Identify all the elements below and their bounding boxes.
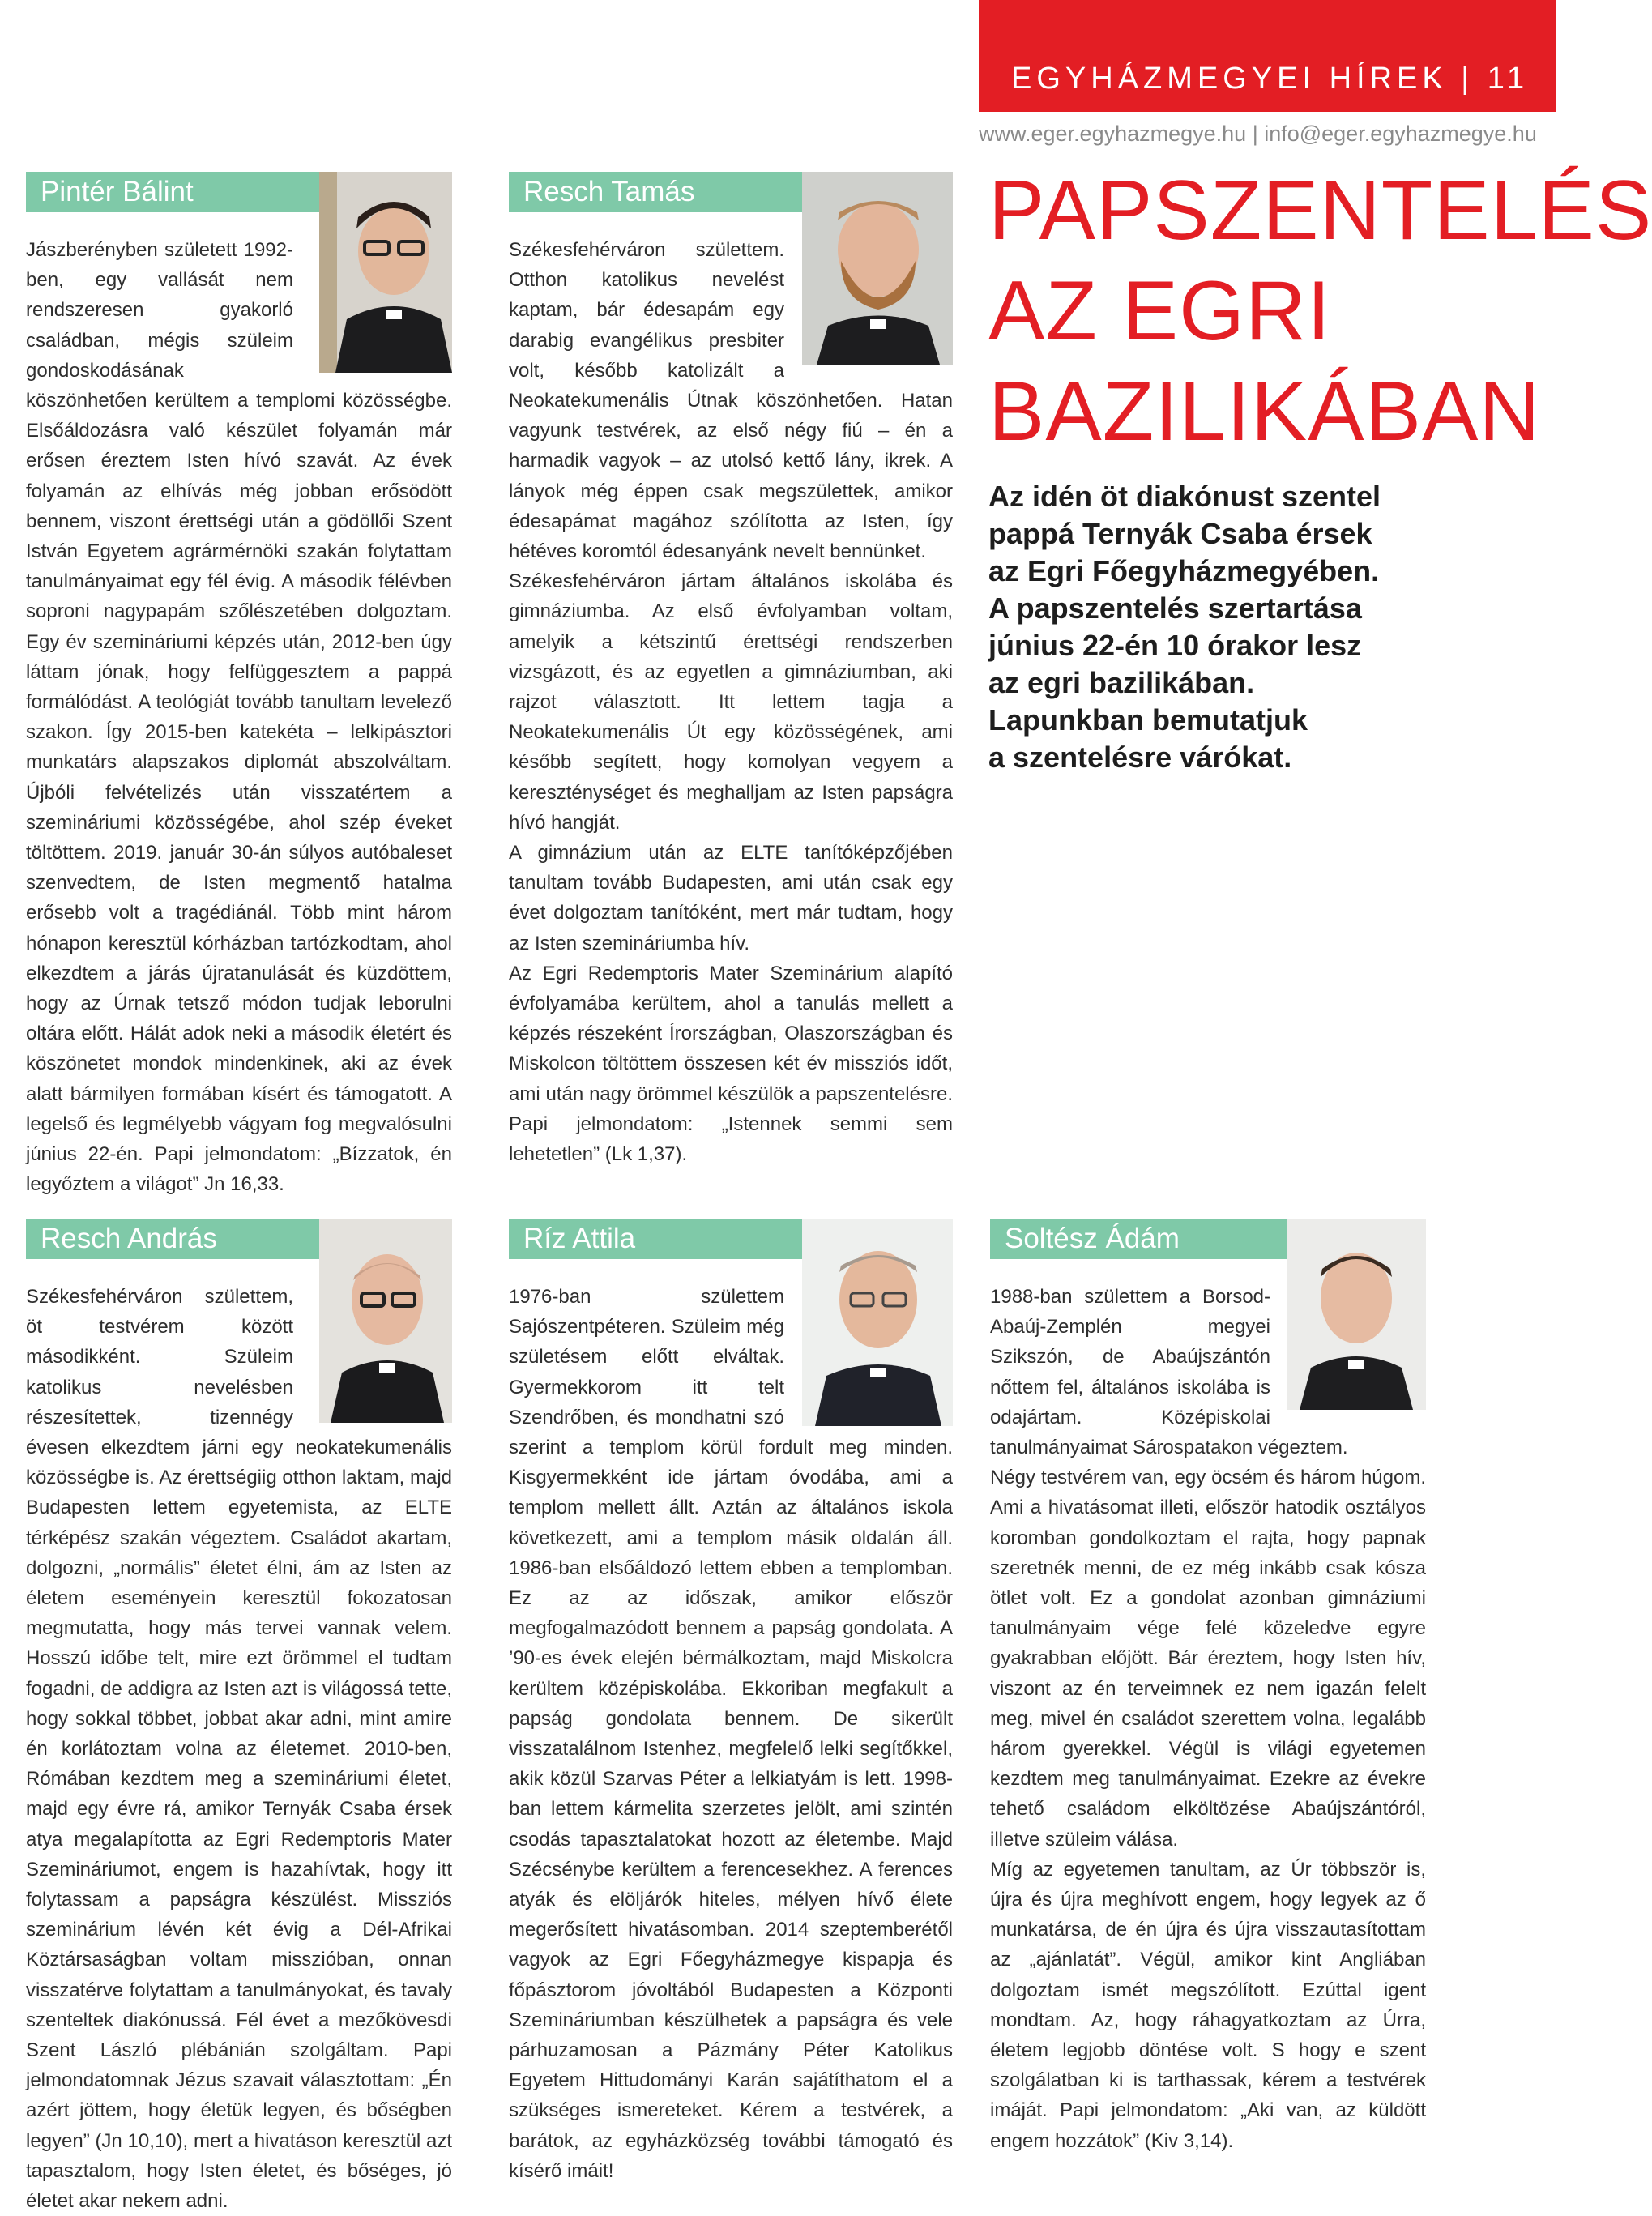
- profile-article: [509, 235, 953, 1169]
- profile-name: Pintér Bálint: [26, 172, 339, 212]
- section-title: EGYHÁZMEGYEI HÍREK | 11: [1011, 62, 1530, 96]
- profile-name: Ríz Attila: [509, 1219, 822, 1259]
- feature-headline: [988, 160, 1652, 462]
- headline-line: AZ EGRI: [988, 264, 1332, 358]
- article-paragraph: Jászberényben született 1992-ben, egy vallását nem rendszeresen gyakorló családban, mégis szüleim gondoskodásának köszönhetően kerültem a templomi közösségbe. Elsőáldozásra való készület folyamán már erősen éreztem Isten hívó szavát. Az évek folyamán az elhívás még jobban erősödött bennem, viszont érettségi után a gödöllői Szent István Egyetem agrármérnöki szakán folytattam tanulmányaimat egy fél évig. A második félévben soproni nagypapám szőlészetében dolgoztam. Egy év szemináriumi képzés után, 2012-ben úgy láttam jónak, hogy felfüggesztem a pappá formálódást. A teológiát tovább tanultam levelező szakon. Így 2015-ben katekéta – lelkipásztori munkatárs alapszakos diplomát abszolváltam. Újbóli felvételizés után visszatértem a szemináriumi közösségébe, ahol szép éveket töltöttem. 2019. január 30-án súlyos autóbaleset szenvedtem, de Isten megmentő hatalma erősebb volt a tragédiánál. Több mint három hónapon keresztül kórházban tartózkodtam, ahol elkezdtem a járás újratanulását és küzdöttem, hogy az Úrnak tetsző módon tudjak leborulni oltára előtt. Hálát adok neki a második életért és köszönetet mondok mindenkinek, aki az évek alatt bármilyen formában kísért és támogatott. A legelső és legmélyebb vágyam fog megvalósulni június 22-én. Papi jelmondatom: „Bízzatok, én legyőztem a világot” Jn 16,33.: [26, 239, 452, 1196]
- website-contact: www.eger.egyhazmegye.hu | info@eger.egyhazmegye.hu: [979, 122, 1537, 146]
- article-paragraph: Négy testvérem van, egy öcsém és három húgom. Ami a hivatásomat illeti, először hatodik osztályos koromban gondolkoztam el rajta, hogy papnak szeretnék menni, de ez még inkább csak kósza ötlet volt. Ez a gondolat azonban gimnáziumi tanulmányaim vége felé közeledve egyre gyakrabban előjött. Bár éreztem, hogy Isten hív, viszont az én terveimnek ez nem igazán felelt meg, mivel én családot szerettem volna, legalább három gyerekkel. Végül is világi egyetemen kezdtem meg tanulmányaimat. Ezekre az évekre tehető családom elköltözése Abaújszántóról, illetve szüleim válása.: [990, 1467, 1426, 1851]
- profile-article: [26, 235, 452, 1200]
- lead-line: pappá Ternyák Csaba érsek: [988, 517, 1372, 550]
- profile-name: Soltész Ádám: [990, 1219, 1306, 1259]
- article-paragraph: 1976-ban születtem Sajószentpéteren. Szüleim még születésem előtt elváltak. Gyermekkorom itt telt Szendrőben, és mondhatni szó szerint a templom körül fordult meg minden. Kisgyermekként ide jártam óvodába, ami a templom mellett állt. Aztán az általános iskola következett, ami a templom másik oldalán áll. 1986-ban elsőáldozó lettem ebben a templomban. Ez az az időszak, amikor először megfogalmazódott bennem a papság gondolata. A ’90-es évek elején bérmálkoztam, majd Miskolcra kerültem középiskolába. Ekkoriban megfakult a papság gondolata bennem. De sikerült visszatalálnom Istenhez, megfelelő lelki segítőkkel, akik közül Szarvas Péter a lelkiatyám is lett. 1998-ban lettem kármelita szerzetes jelölt, ami szintén csodás tapasztalatokat hozott az életembe. Majd Szécsénybe kerültem a ferencesekhez. A ferences atyák és elöljárók hiteles, mélyen hívő élete megerősített hivatásomban. 2014 szeptemberétől vagyok az Egri Főegyházmegye kispapja és főpásztorom jóvoltából Budapesten a Központi Szemináriumban készülhetek a papságra és vele párhuzamosan a Pázmány Péter Katolikus Egyetem Hittudományi Karán sajátíthatom el a szükséges ismereteket. Kérem a testvérek, a barátok, az egyházközség további támogató és kísérő imáit!: [509, 1286, 953, 2182]
- profile-name: Resch Tamás: [509, 172, 822, 212]
- lead-line: Lapunkban bemutatjuk: [988, 703, 1308, 737]
- profile-name: Resch András: [26, 1219, 339, 1259]
- article-paragraph: Míg az egyetemen tanultam, az Úr többször is, újra és újra meghívott engem, hogy legyek az ő munkatársa, de én újra és újra visszautasítottam az „ajánlatát”. Végül, amikor kint Angliában dolgoztam ismét megszólított. Ezúttal igent mondtam. Az, hogy ráhagyatkoztam az Úrra, életem legjobb döntése volt. S hogy e szent szolgálatban ki is tarthassak, kérem a testvérek imáját. Papi jelmondatom: „Aki van, az küldött engem hozzátok” (Kiv 3,14).: [990, 1858, 1426, 2152]
- article-paragraph: Székesfehérváron jártam általános iskolába és gimnáziumba. Az első évfolyamban voltam, amelyik a kétszintű érettségi rendszerben vizsgázott, és az egyetlen a gimnáziumban, aki rajzot választott. Itt lettem tagja a Neokatekumenális Út egy közösségének, ami később segített, hogy komolyan vegyem a kereszténységet és meghalljam az Isten papságra hívó hangját.: [509, 570, 953, 834]
- photo-spacer: [293, 1282, 452, 1426]
- lead-line: a szentelésre várókat.: [988, 741, 1292, 774]
- profile-article: [990, 1282, 1426, 2156]
- photo-spacer: [1270, 1282, 1426, 1418]
- article-paragraph: Az Egri Redemptoris Mater Szeminárium alapító évfolyamába kerültem, ahol a tanulás mellett a képzés részeként Írországban, Olaszországban és Miskolcon töltöttem összesen két év missziós időt, ami után nagy örömmel készülök a papszentelésre. Papi jelmondatom: „Istennek semmi sem lehetetlen” (Lk 1,37).: [509, 962, 953, 1166]
- article-paragraph: Székesfehérváron születtem, öt testvérem között másodikként. Szüleim katolikus nevelésben részesítettek, tizennégy évesen elkezdtem járni egy neokatekumenális közösségbe is. Az érettségiig otthon laktam, majd Budapesten lettem egyetemista, az ELTE térképész szakán végeztem. Családot akartam, dolgozni, „normális” életet élni, ám az Isten az életem eseményein keresztül fokozatosan megmutatta, hogy más tervei vannak velem. Hosszú időbe telt, mire ezt örömmel el tudtam fogadni, de addigra az Isten azt is világossá tette, hogy sokkal többet, jobbat akar adni, mint amire én korlátoztam volna az életemet. 2010-ben, Rómában kezdtem meg a szemináriumi életet, majd egy évre rá, amikor Ternyák Csaba érsek atya megalapította az Egri Redemptoris Mater Szemináriumot, engem is hazahívtak, hogy itt folytassam a papságra készülést. Missziós szeminárium lévén két évig a Dél-Afrikai Köztársaságban voltam misszióban, onnan visszatérve folytattam a tanulmányokat, és tavaly szenteltek diakónussá. Fél évet a mezőkövesdi Szent László plébánián szolgáltam. Papi jelmondatomnak Jézus szavait választottam: „Én azért jöttem, hogy életük legyen, és bőségben legyen” (Jn 10,10), mert a hivatáson keresztül azt tapasztalom, hogy Isten életet, és bőséges, jó életet akar nekem adni.: [26, 1286, 452, 2213]
- headline-line: BAZILIKÁBAN: [988, 365, 1541, 459]
- feature-lead: [988, 478, 1442, 776]
- lead-line: az Egri Főegyházmegyében.: [988, 554, 1380, 587]
- lead-line: A papszentelés szertartása: [988, 591, 1362, 625]
- headline-line: PAPSZENTELÉS: [988, 164, 1652, 258]
- lead-line: június 22-én 10 órakor lesz: [988, 629, 1362, 662]
- lead-line: Az idén öt diakónust szentel: [988, 480, 1381, 513]
- lead-line: az egri bazilikában.: [988, 666, 1255, 699]
- profile-article: [509, 1282, 953, 2186]
- photo-spacer: [784, 1282, 953, 1426]
- article-paragraph: A gimnázium után az ELTE tanítóképzőjében tanultam tovább Budapesten, ami után csak egy évet dolgoztam tanítóként, mert már tudtam, hogy az Isten szemináriumba hív.: [509, 842, 953, 954]
- article-paragraph: 1988-ban születtem a Borsod-Abaúj-Zemplén megyei Szikszón, de Abaújszántón nőttem fel, általános iskolába is odajártam. Középiskolai tanulmányaimat Sárospatakon végeztem.: [990, 1286, 1348, 1459]
- photo-spacer: [784, 235, 953, 371]
- photo-spacer: [293, 235, 452, 379]
- article-paragraph: Székesfehérváron születtem. Otthon katolikus nevelést kaptam, bár édesapám egy darabig evangélikus presbiter volt, később katolizált a Neokatekumenális Útnak köszönhetően. Hatan vagyunk testvérek, az első négy fiú – én a harmadik vagyok – az utolsó kettő lány, ikrek. A lányok még éppen csak megszülettek, amikor édesapámat magához szólította az Isten, így hétéves koromtól édesanyánk nevelt bennünket.: [509, 239, 953, 563]
- profile-article: [26, 1282, 452, 2216]
